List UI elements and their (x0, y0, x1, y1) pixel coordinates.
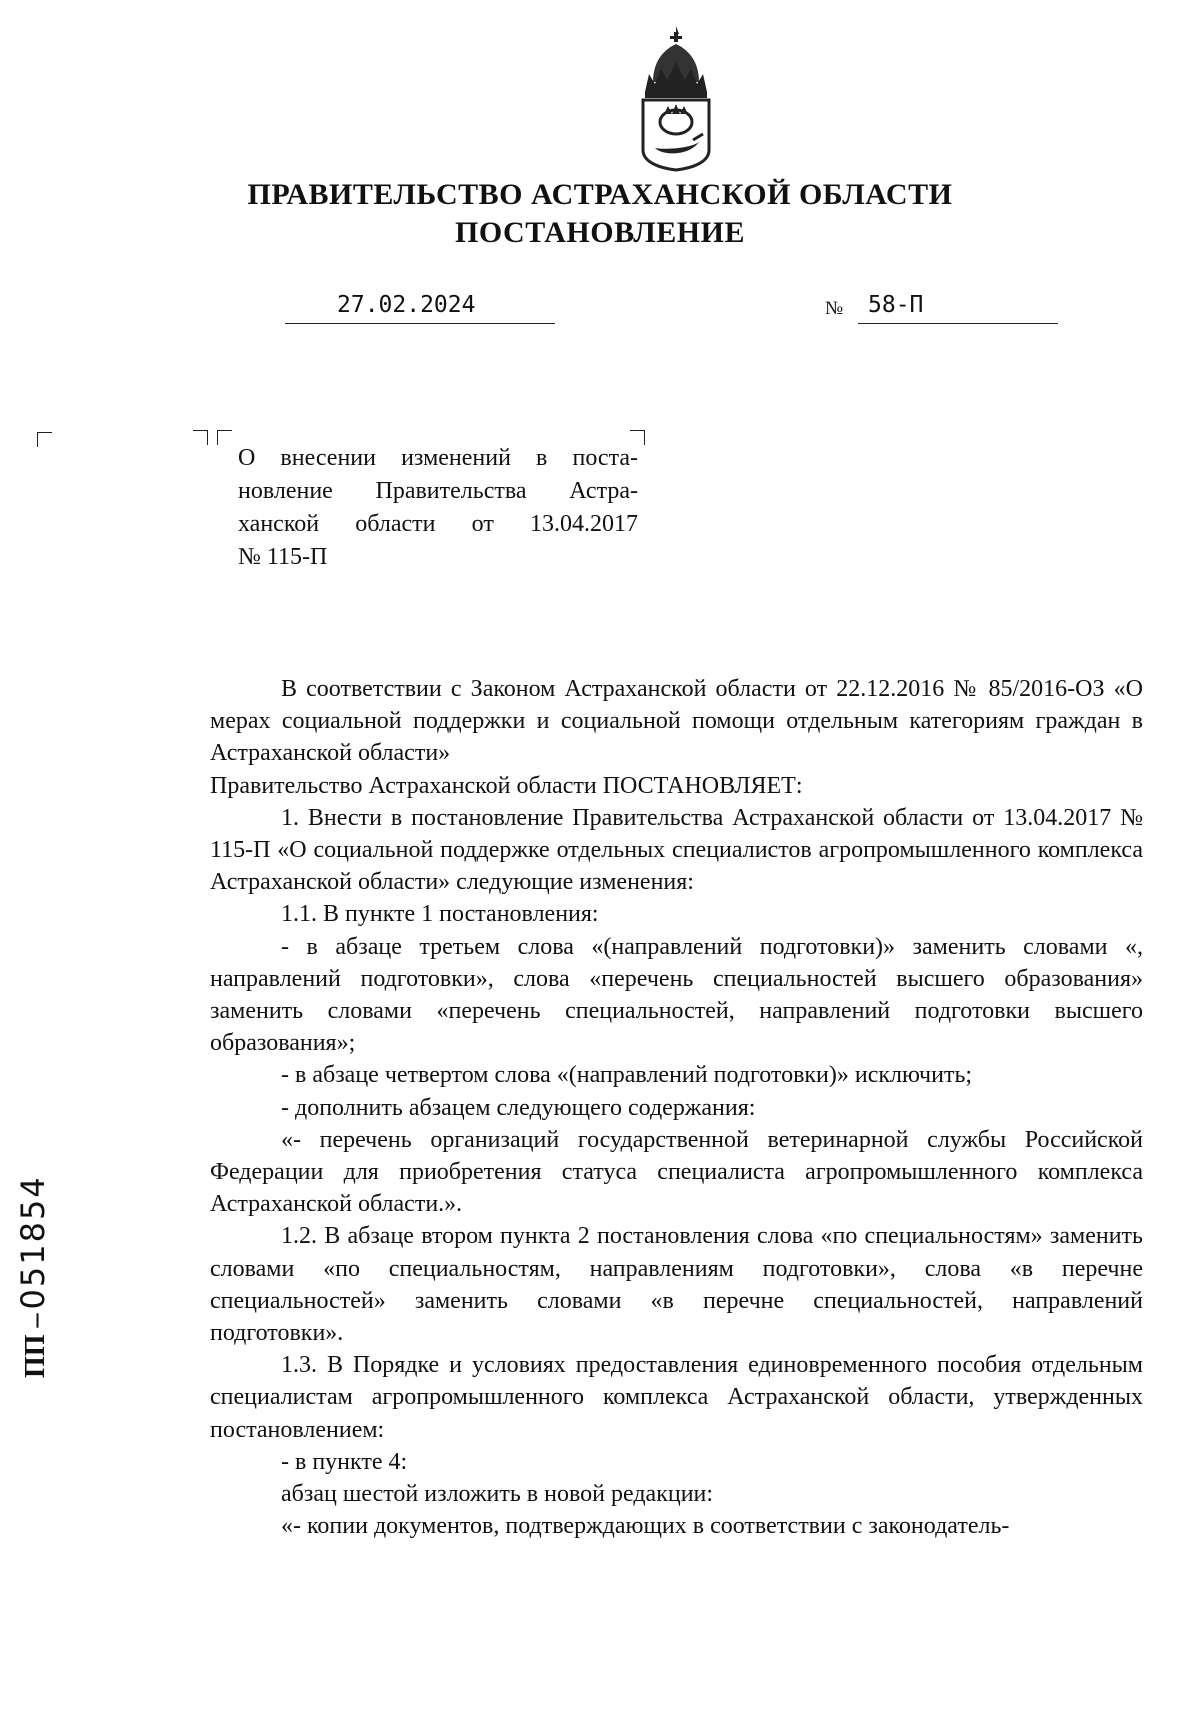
paragraph: абзац шестой изложить в новой редакции: (281, 1481, 714, 1508)
paragraph: - в пункте 4: (281, 1448, 408, 1475)
corner-mark (193, 430, 208, 445)
paragraph: - в абзаце четвертом слова «(направлений подготовки)» исключить; (281, 1062, 973, 1089)
paragraph: «- копии документов, подтверждающих в соответствии с законодатель- (281, 1513, 1010, 1540)
paragraph: В соответствии с Законом Астраханской области от 22.12.2016 № 85/2016-ОЗ «О мерах социальной поддержки и социальной помощи отдельным категориям граждан в Астраханской области» (210, 676, 1143, 767)
subject-line: № 115-П (238, 544, 328, 570)
serial-stamp (14, 1118, 54, 1378)
corner-mark (217, 430, 232, 445)
stamp-prefix: ПП – (20, 1313, 51, 1378)
document-subject (238, 442, 638, 574)
paragraph: 1.3. В Порядке и условиях предоставления единовременного пособия отдельным специалистам агропромышленного комплекса Астраханской области, утвержденных постановлением: (210, 1352, 1143, 1443)
paragraph: «- перечень организаций государственной ветеринарной службы Российской Федерации для приобретения статуса специалиста агропромышленного комплекса Астраханской области.». (210, 1126, 1143, 1218)
paragraph: - в абзаце третьем слова «(направлений подготовки)» заменить словами «, направлений подготовки», слова «перечень специальностей высшего образования» заменить словами «перечень специальностей, направлений подготовки высшего образования»; (210, 933, 1143, 1057)
subject-line: новление Правительства Астра- (238, 478, 638, 504)
paragraph: 1.2. В абзаце втором пункта 2 постановления слова «по специальностям» заменить словами «по специальностям, направлениям подготовки», слова «в перечне специальностей» заменить словами «в перечне специальностей, направлений подготовки». (210, 1223, 1143, 1347)
paragraph: Правительство Астраханской области ПОСТАНОВЛЯЕТ: (210, 772, 803, 799)
subject-line: ханской области от 13.04.2017 (238, 511, 638, 537)
paragraph: 1. Внести в постановление Правительства Астраханской области от 13.04.2017 № 115-П «О социальной поддержке отдельных специалистов агропромышленного комплекса Астраханской области» следующие изменения: (210, 804, 1143, 896)
paragraph: - дополнить абзацем следующего содержания: (281, 1094, 756, 1121)
number-sign: № (825, 298, 844, 319)
document-number: 58-П (858, 292, 1058, 324)
government-name: ПРАВИТЕЛЬСТВО АСТРАХАНСКОЙ ОБЛАСТИ (247, 178, 953, 211)
corner-mark (37, 432, 52, 447)
subject-line: О внесении изменений в поста- (238, 445, 638, 471)
document-date: 27.02.2024 (285, 292, 555, 324)
stamp-number: 051854 (14, 1175, 52, 1310)
coat-of-arms-icon (633, 22, 719, 172)
document-type: ПОСТАНОВЛЕНИЕ (455, 216, 745, 249)
document-body (210, 673, 1143, 1542)
paragraph: 1.1. В пункте 1 постановления: (281, 901, 599, 928)
